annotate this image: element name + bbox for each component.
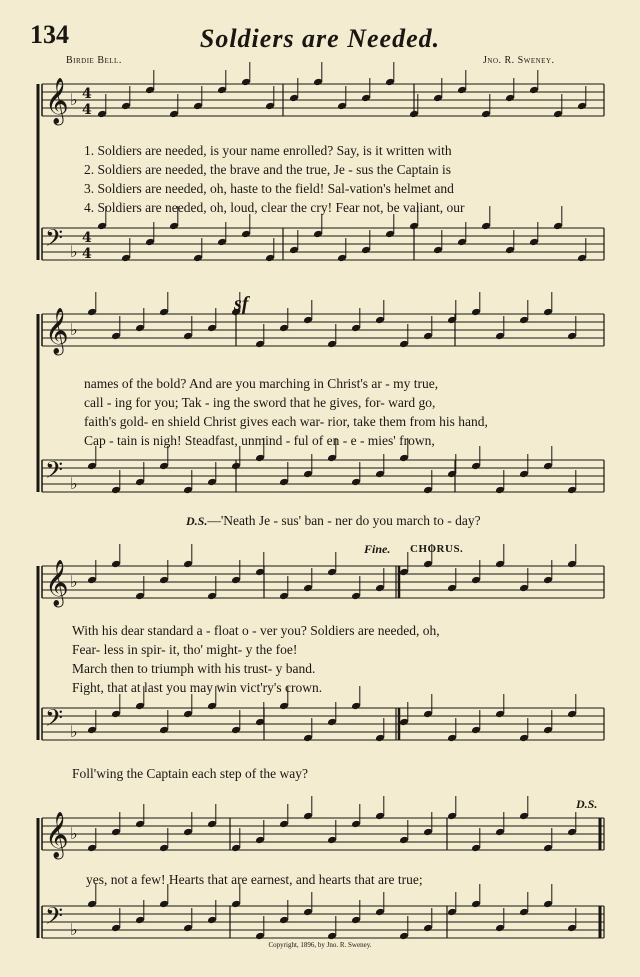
ds-lyric — [186, 513, 481, 529]
flat-key-signature: ♭ — [70, 824, 78, 843]
bass-clef: 𝄢 — [45, 902, 64, 935]
lyric-line: names of the bold? And are you marching in Christ's ar - my true, — [84, 376, 439, 391]
lyric-line: faith's gold- en shield Christ gives each war- rior, take them from his hand, — [84, 414, 488, 429]
page-number: 134 — [30, 20, 69, 49]
treble-clef: 𝄞 — [45, 812, 69, 858]
sforzando-mark: sf — [234, 293, 249, 315]
time-signature: 4 — [82, 246, 92, 262]
flat-key-signature: ♭ — [70, 242, 78, 261]
flat-key-signature: ♭ — [70, 572, 78, 591]
hymn-title: Soldiers are Needed. — [199, 24, 441, 53]
fine-mark: Fine. — [364, 542, 391, 556]
flat-key-signature: ♭ — [70, 90, 78, 109]
flat-key-signature: ♭ — [70, 320, 78, 339]
time-signature: 4 — [82, 86, 92, 102]
lyric-line: Fight, that at last you may win vict'ry's crown. — [72, 680, 323, 695]
dal-segno-mark: D.S. — [576, 797, 598, 811]
lyric-line: 4. Soldiers are needed, oh, loud, clear the cry! Fear not, be valiant, our — [84, 200, 465, 215]
time-signature: 4 — [82, 102, 92, 118]
flat-key-signature: ♭ — [70, 920, 78, 939]
flat-key-signature: ♭ — [70, 474, 78, 493]
lyric-line: yes, not a few! Hearts that are earnest, and hearts that are true; — [86, 872, 423, 887]
flat-key-signature: ♭ — [70, 722, 78, 741]
ds-label: D.S. — [186, 514, 208, 528]
lyricist-credit: Birdie Bell. — [66, 55, 122, 66]
copyright: Copyright, 1896, by Jno. R. Sweney. — [268, 941, 372, 949]
lyric-line: Foll'wing the Captain each step of the way? — [72, 766, 308, 781]
treble-clef: 𝄞 — [45, 78, 69, 124]
bass-clef: 𝄢 — [45, 704, 64, 737]
bass-clef: 𝄢 — [45, 456, 64, 489]
chorus-label: CHORUS. — [410, 543, 464, 555]
lyric-line: With his dear standard a - float o - ver you? Soldiers are needed, oh, — [72, 623, 440, 638]
ds-text: —'Neath Je - sus' ban - ner do you march to - day? — [207, 513, 481, 528]
lyric-line: 2. Soldiers are needed, the brave and the true, Je - sus the Captain is — [84, 162, 452, 177]
treble-clef: 𝄞 — [45, 308, 69, 354]
time-signature: 4 — [82, 230, 92, 246]
lyric-line: Fear- less in spir- it, tho' might- y the foe! — [72, 642, 298, 657]
lyric-line: Cap - tain is nigh! Steadfast, unmind - ful of en - e - mies' frown, — [84, 433, 435, 448]
lyric-line: 3. Soldiers are needed, oh, haste to the field! Sal-vation's helmet and — [84, 181, 454, 196]
lyric-line: call - ing for you; Tak - ing the sword that he gives, for- ward go, — [84, 395, 436, 410]
composer-credit: Jno. R. Sweney. — [483, 55, 555, 66]
bass-clef: 𝄢 — [45, 224, 64, 257]
lyric-line: March then to triumph with his trust- y band. — [72, 661, 316, 676]
lyric-line: 1. Soldiers are needed, is your name enrolled? Say, is it written with — [84, 143, 452, 158]
treble-clef: 𝄞 — [45, 560, 69, 606]
